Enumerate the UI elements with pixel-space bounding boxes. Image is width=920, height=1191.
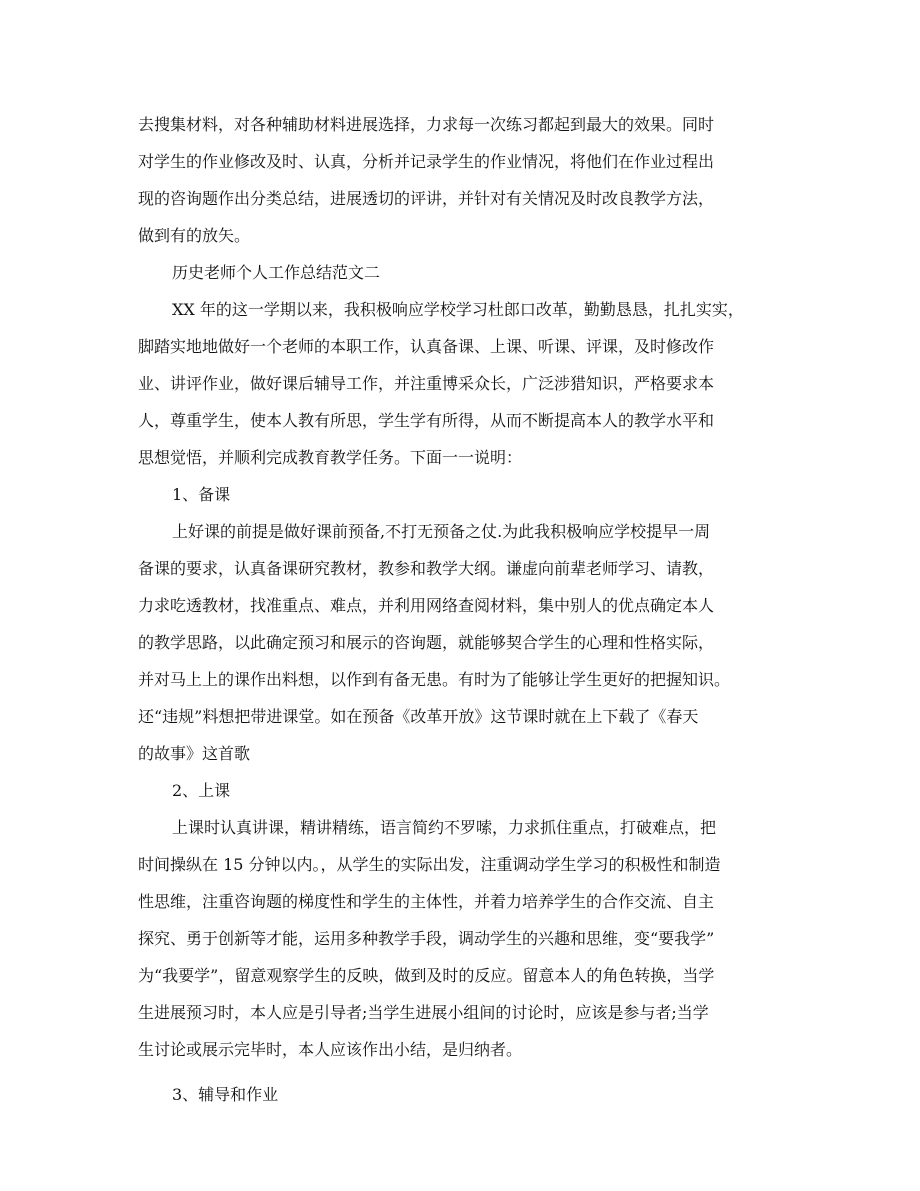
subheading-text: 3、辅导和作业 <box>172 1085 279 1104</box>
text-line: 去搜集材料，对各种辅助材料进展选择，力求每一次练习都起到最大的效果。同时 <box>138 115 715 134</box>
subheading-text: 2、上课 <box>172 781 231 800</box>
subheading-text: 1、备课 <box>172 485 231 504</box>
text-line: 业、讲评作业，做好课后辅导工作，并注重博采众长，广泛涉猎知识，严格要求本 <box>138 374 715 393</box>
subheading-lesson-prep <box>138 476 798 513</box>
text-line: 现的咨询题作出分类总结，进展透切的评讲，并针对有关情况及时改良教学方法， <box>138 189 715 208</box>
document-body <box>138 106 798 1113</box>
text-line: 备课的要求，认真备课研究教材，教参和教学大纲。谦虚向前辈老师学习、请教， <box>138 559 715 578</box>
section-title <box>138 254 798 291</box>
text-line: 的教学思路，以此确定预习和展示的咨询题，就能够契合学生的心理和性格实际， <box>138 633 715 652</box>
text-line: 上课时认真讲课，精讲精练，语言简约不罗嗦，力求抓住重点，打破难点，把 <box>172 818 717 837</box>
lesson-prep-paragraph <box>138 513 798 772</box>
text-line: 思想觉悟，并顺利完成教育教学任务。下面一一说明： <box>138 448 523 467</box>
text-line: 生讨论或展示完毕时，本人应该作出小结，是归纳者。 <box>138 1040 523 1059</box>
paragraph-continuation <box>138 106 798 254</box>
text-line: 时间操纵在 15 分钟以内。，从学生的实际出发，注重调动学生学习的积极性和制造 <box>138 855 721 874</box>
text-line: 性思维，注重咨询题的梯度性和学生的主体性，并着力培养学生的合作交流、自主 <box>138 892 715 911</box>
spacer <box>138 1068 798 1076</box>
section-title-text: 历史老师个人工作总结范文二 <box>172 263 381 282</box>
text-line: 力求吃透教材，找准重点、难点，并利用网络查阅材料，集中别人的优点确定本人 <box>138 596 715 615</box>
text-line: 上好课的前提是做好课前预备,不打无预备之仗.为此我积极响应学校提早一周 <box>172 522 711 541</box>
teaching-paragraph <box>138 809 798 1068</box>
text-line: 脚踏实地地做好一个老师的本职工作，认真备课、上课、听课、评课，及时修改作 <box>138 337 715 356</box>
text-line: 还“违规”料想把带进课堂。如在预备《改革开放》这节课时就在上下载了《春天 <box>138 707 699 726</box>
text-line: 做到有的放矢。 <box>138 226 251 245</box>
subheading-teaching <box>138 772 798 809</box>
text-line: 并对马上上的课作出料想，以作到有备无患。有时为了能够让学生更好的把握知识。 <box>138 670 731 689</box>
intro-paragraph <box>138 291 798 476</box>
subheading-tutoring-homework <box>138 1076 798 1113</box>
text-line: 为“我要学”，留意观察学生的反映，做到及时的反应。留意本人的角色转换，当学 <box>138 966 715 985</box>
text-line: 探究、勇于创新等才能，运用多种教学手段，调动学生的兴趣和思维，变“要我学” <box>138 929 715 948</box>
text-line: 人，尊重学生，使本人教有所思，学生学有所得，从而不断提高本人的教学水平和 <box>138 411 715 430</box>
text-line: 生进展预习时，本人应是引导者;当学生进展小组间的讨论时，应该是参与者;当学 <box>138 1003 709 1022</box>
text-line: XX 年的这一学期以来，我积极响应学校学习杜郎口改革，勤勤恳恳，扎扎实实， <box>172 300 744 319</box>
text-line: 的故事》这首歌 <box>138 744 251 763</box>
text-line: 对学生的作业修改及时、认真，分析并记录学生的作业情况，将他们在作业过程出 <box>138 152 715 171</box>
